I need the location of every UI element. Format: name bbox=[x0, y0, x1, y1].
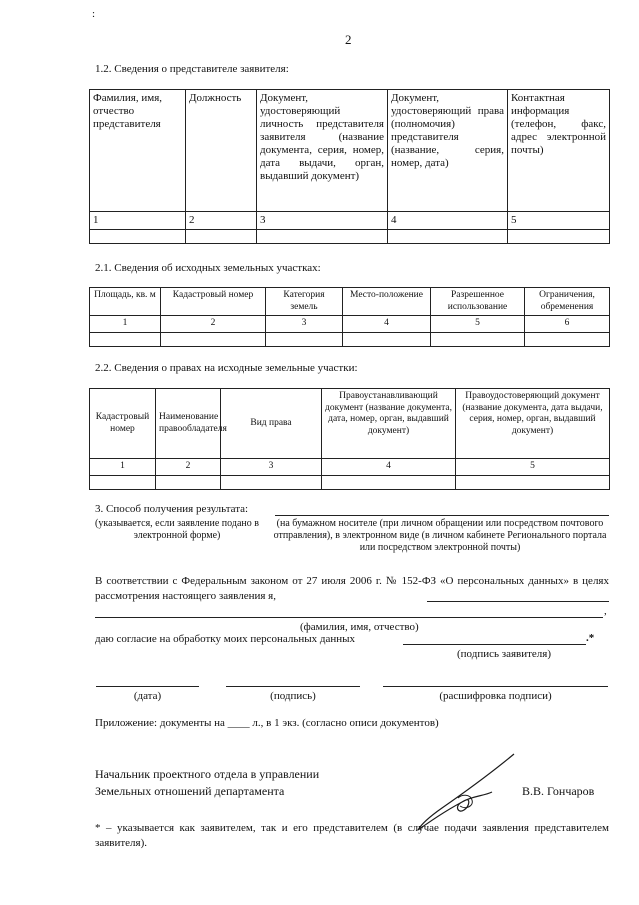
consent-asterisk: .* bbox=[586, 632, 595, 644]
header-cell: Площадь, кв. м bbox=[90, 288, 161, 316]
number-cell: 1 bbox=[90, 459, 156, 476]
header-cell: Кадастровый номер bbox=[161, 288, 266, 316]
number-cell: 3 bbox=[257, 212, 388, 230]
header-cell: Должность bbox=[186, 90, 257, 212]
header-cell: Ограничения, обременения bbox=[525, 288, 610, 316]
date-caption: (дата) bbox=[133, 690, 162, 702]
result-method-line bbox=[275, 515, 609, 516]
number-cell: 4 bbox=[343, 316, 431, 333]
number-cell: 6 bbox=[525, 316, 610, 333]
header-cell: Кадастровый номер bbox=[90, 389, 156, 459]
representative-table bbox=[89, 89, 610, 244]
signature-caption: (подпись) bbox=[270, 690, 316, 702]
decoding-caption: (расшифровка подписи) bbox=[439, 690, 552, 702]
decoding-line bbox=[383, 686, 608, 687]
number-cell: 3 bbox=[266, 316, 343, 333]
official-name: В.В. Гончаров bbox=[522, 784, 595, 798]
number-cell: 3 bbox=[221, 459, 322, 476]
attachment-line: Приложение: документы на ____ л., в 1 экз. (согласно описи документов) bbox=[95, 717, 439, 729]
applicant-signature-caption: (подпись заявителя) bbox=[457, 648, 552, 660]
number-cell: 5 bbox=[431, 316, 525, 333]
official-title-line-1: Начальник проектного отдела в управлении bbox=[95, 767, 320, 781]
header-cell: Правоудостоверяющий документ (название документа, дата выдачи, серия, номер, орган, выдавший документ) bbox=[456, 389, 610, 459]
number-cell: 1 bbox=[90, 212, 186, 230]
header-cell: Правоустанавливающий документ (название документа, дата, номер, орган, выдавший документ) bbox=[322, 389, 456, 459]
header-cell: Разрешенное использование bbox=[431, 288, 525, 316]
header-cell: Категория земель bbox=[266, 288, 343, 316]
header-cell: Место-положение bbox=[343, 288, 431, 316]
header-cell: Документ, удостоверяющий права (полномочия) представителя (название, серия, номер, дата) bbox=[388, 90, 508, 212]
number-cell: 2 bbox=[186, 212, 257, 230]
header-cell: Контактная информация (телефон, факс, адрес электронной почты) bbox=[508, 90, 610, 212]
land-plots-table bbox=[89, 287, 610, 347]
page-number: 2 bbox=[345, 32, 352, 47]
applicant-signature-line bbox=[403, 644, 586, 645]
consent-name-line-b bbox=[95, 617, 603, 618]
footnote: * – указывается как заявителем, так и его представителем (в случае подачи заявления представителем заявителя). bbox=[95, 822, 609, 849]
section-3-note-right: (на бумажном носителе (при личном обращении или посредством почтового отправления), в электронном виде (в личном кабинете Регионального портала или посредством электронной почты) bbox=[273, 518, 607, 553]
consent-agree-text: даю согласие на обработку моих персональных данных bbox=[95, 633, 356, 645]
header-cell: Наименование правообладателя bbox=[156, 389, 221, 459]
number-cell: 2 bbox=[161, 316, 266, 333]
number-cell: 5 bbox=[456, 459, 610, 476]
section-3-title: 3. Способ получения результата: bbox=[95, 503, 249, 515]
fio-caption: (фамилия, имя, отчество) bbox=[300, 621, 419, 633]
section-1-2-title: 1.2. Сведения о представителе заявителя: bbox=[95, 63, 289, 75]
signature-line bbox=[226, 686, 360, 687]
number-cell: 4 bbox=[322, 459, 456, 476]
date-line bbox=[96, 686, 199, 687]
section-2-2-title: 2.2. Сведения о правах на исходные земельные участки: bbox=[95, 362, 358, 374]
header-cell: Документ, удостоверяющий личность представителя заявителя (название документа, серия, номер, дата выдачи, орган, выдавший документ) bbox=[257, 90, 388, 212]
rights-table bbox=[89, 388, 610, 490]
consent-comma: , bbox=[604, 605, 607, 617]
number-cell: 4 bbox=[388, 212, 508, 230]
header-cell: Вид права bbox=[221, 389, 322, 459]
number-cell: 5 bbox=[508, 212, 610, 230]
official-title-line-2: Земельных отношений департамента bbox=[95, 784, 285, 798]
section-3-note-left: (указывается, если заявление подано в электронной форме) bbox=[95, 518, 259, 541]
number-cell: 1 bbox=[90, 316, 161, 333]
number-cell: 2 bbox=[156, 459, 221, 476]
header-cell: Фамилия, имя, отчество представителя bbox=[90, 90, 186, 212]
section-2-1-title: 2.1. Сведения об исходных земельных участках: bbox=[95, 262, 321, 274]
consent-name-line-a bbox=[427, 601, 609, 602]
corner-mark: : bbox=[92, 8, 96, 20]
consent-paragraph: В соответствии с Федеральным законом от 27 июля 2006 г. № 152-ФЗ «О персональных данных» в целях рассмотрения настоящего заявления я, bbox=[95, 575, 609, 602]
